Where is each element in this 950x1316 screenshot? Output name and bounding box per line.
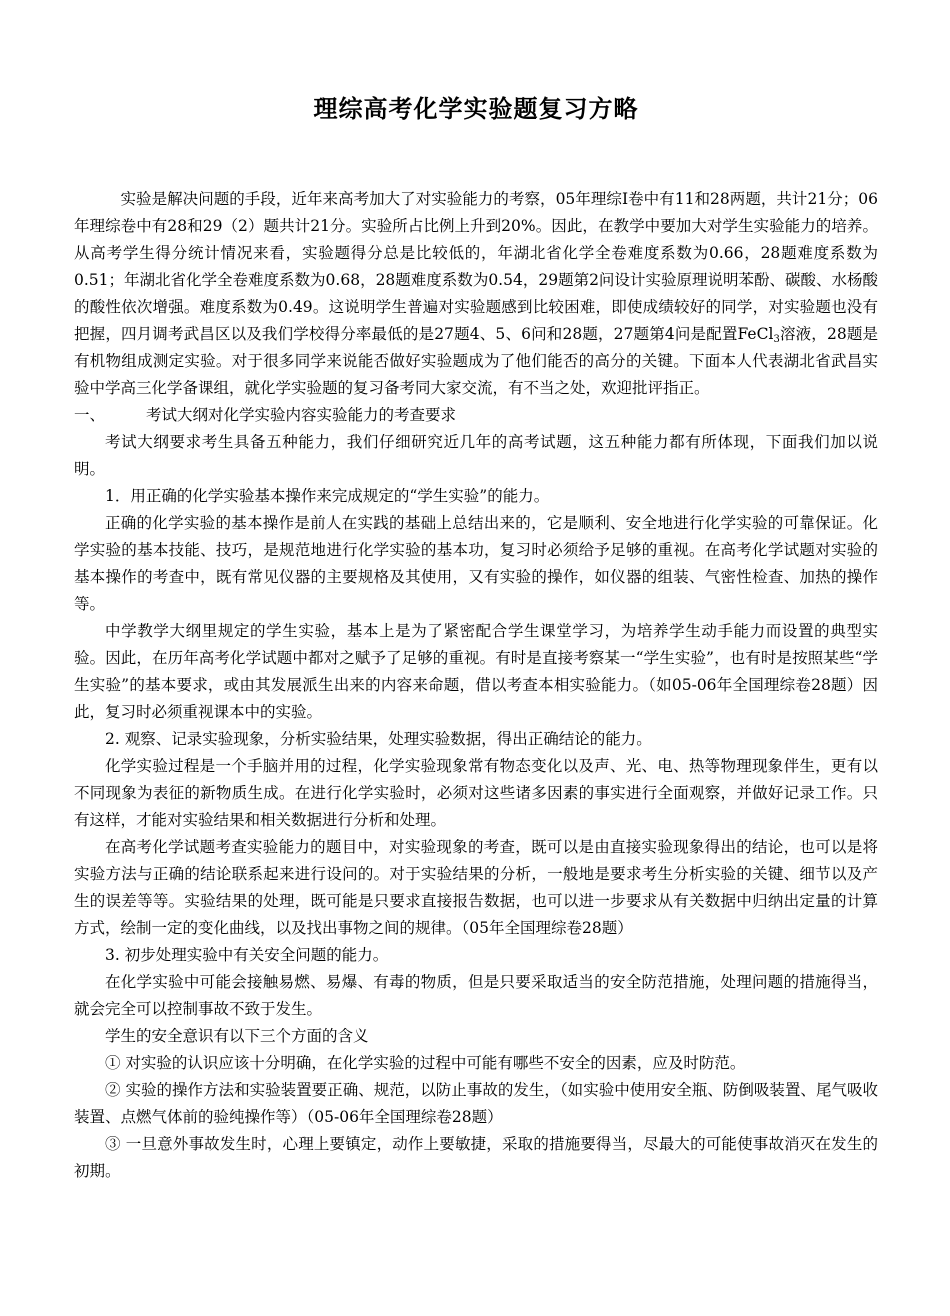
item-2-heading: 2. 观察、记录实验现象，分析实验结果，处理实验数据，得出正确结论的能力。 xyxy=(105,730,652,748)
intro-paragraph xyxy=(74,186,878,402)
formula-subscript: 3 xyxy=(773,334,780,345)
paragraph-basic-operations: 正确的化学实验的基本操作是前人在实践的基础上总结出来的，它是顺利、安全地进行化学实验的可靠保证。化学实验的基本技能、技巧，是规范地进行化学实验的基本功，复习时必须给予足够的重视。在高考化学试题对实验的基本操作的考查中，既有常见仪器的主要规格及其使用，又有实验的操作，如仪器的组装、气密性检查、加热的操作等。 xyxy=(74,514,878,613)
section-heading-text: 考试大纲对化学实验内容实验能力的考查要求 xyxy=(146,406,457,424)
section-heading xyxy=(74,402,878,429)
paragraph-safety-awareness: 学生的安全意识有以下三个方面的含义 xyxy=(105,1027,369,1045)
paragraph-observation: 化学实验过程是一个手脑并用的过程，化学实验现象常有物态变化以及声、光、电、热等物理现象伴生，更有以不同现象为表征的新物质生成。在进行化学实验时，必须对这些诸多因素的事实进行全面观察，并做好记录工作。只有这样，才能对实验结果和相关数据进行分析和处理。 xyxy=(74,757,878,829)
paragraph-student-experiments: 中学教学大纲里规定的学生实验，基本上是为了紧密配合学生课堂学习，为培养学生动手能力而设置的典型实验。因此，在历年高考化学试题中都对之赋予了足够的重视。有时是直接考察某一“学生实验”，也有时是按照某些“学生实验”的基本要求，或由其发展派生出来的内容来命题，借以考查本相实验能力。（如05-06年全国理综卷28题）因此，复习时必须重视课本中的实验。 xyxy=(74,622,878,721)
document-page xyxy=(74,0,878,1185)
section-number: 一、 xyxy=(74,406,106,424)
document-title: 理综高考化学实验题复习方略 xyxy=(313,95,639,123)
paragraph-results-analysis: 在高考化学试题考查实验能力的题目中，对实验现象的考查，既可以是由直接实验现象得出的结论，也可以是将实验方法与正确的结论联系起来进行设问的。对于实验结果的分析，一般地是要求考生分析实验的关键、细节以及产生的误差等等。实验结果的处理，既可能是只要求直接报告数据，也可以进一步要求从有关数据中归纳出定量的计算方式，绘制一定的变化曲线，以及找出事物之间的规律。（05年全国理综卷28题） xyxy=(74,838,878,937)
paragraph-abilities: 考试大纲要求考生具备五种能力，我们仔细研究近几年的高考试题，这五种能力都有所体现，下面我们加以说明。 xyxy=(74,433,878,478)
item-1-heading: 1．用正确的化学实验基本操作来完成规定的“学生实验”的能力。 xyxy=(105,487,550,505)
item-3-heading: 3. 初步处理实验中有关安全问题的能力。 xyxy=(105,946,389,964)
safety-point-1: ① 对实验的认识应该十分明确，在化学实验的过程中可能有哪些不安全的因素，应及时防范。 xyxy=(105,1054,746,1072)
safety-point-2: ② 实验的操作方法和实验装置要正确、规范，以防止事故的发生，（如实验中使用安全瓶、防倒吸装置、尾气吸收装置、点燃气体前的验纯操作等）（05-06年全国理综卷28题） xyxy=(74,1081,878,1126)
intro-text-part1: 实验是解决问题的手段，近年来高考加大了对实验能力的考察，05年理综Ⅰ卷中有11和28两题，共计21分；06年理综卷中有28和29（2）题共计21分。实验所占比例上升到20%。因此，在教学中要加大对学生实验能力的培养。从高考学生得分统计情况来看，实验题得分总是比较低的，年湖北省化学全卷难度系数为0.66，28题难度系数为0.51；年湖北省化学全卷难度系数为0.68，28题难度系数为0.54，29题第2问设计实验原理说明苯酚、碳酸、水杨酸的酸性依次增强。难度系数为0.49。这说明学生普遍对实验题感到比较困难，即使成绩较好的同学，对实验题也没有把握，四月调考武昌区以及我们学校得分率最低的是27题4、5、6问和28题，27题第4问是配置FeCl xyxy=(74,190,878,343)
safety-point-3: ③ 一旦意外事故发生时，心理上要镇定，动作上要敏捷，采取的措施要得当，尽最大的可能使事故消灭在发生的初期。 xyxy=(74,1135,878,1180)
paragraph-safety: 在化学实验中可能会接触易燃、易爆、有毒的物质，但是只要采取适当的安全防范措施，处理问题的措施得当，就会完全可以控制事故不致于发生。 xyxy=(74,973,878,1018)
intro-text-part2: 溶液，28题是有机物组成测定实验。对于很多同学来说能否做好实验题成为了他们能否的高分的关键。下面本人代表湖北省武昌实验中学高三化学备课组，就化学实验题的复习备考同大家交流，有不当之处，欢迎批评指正。 xyxy=(74,325,879,397)
